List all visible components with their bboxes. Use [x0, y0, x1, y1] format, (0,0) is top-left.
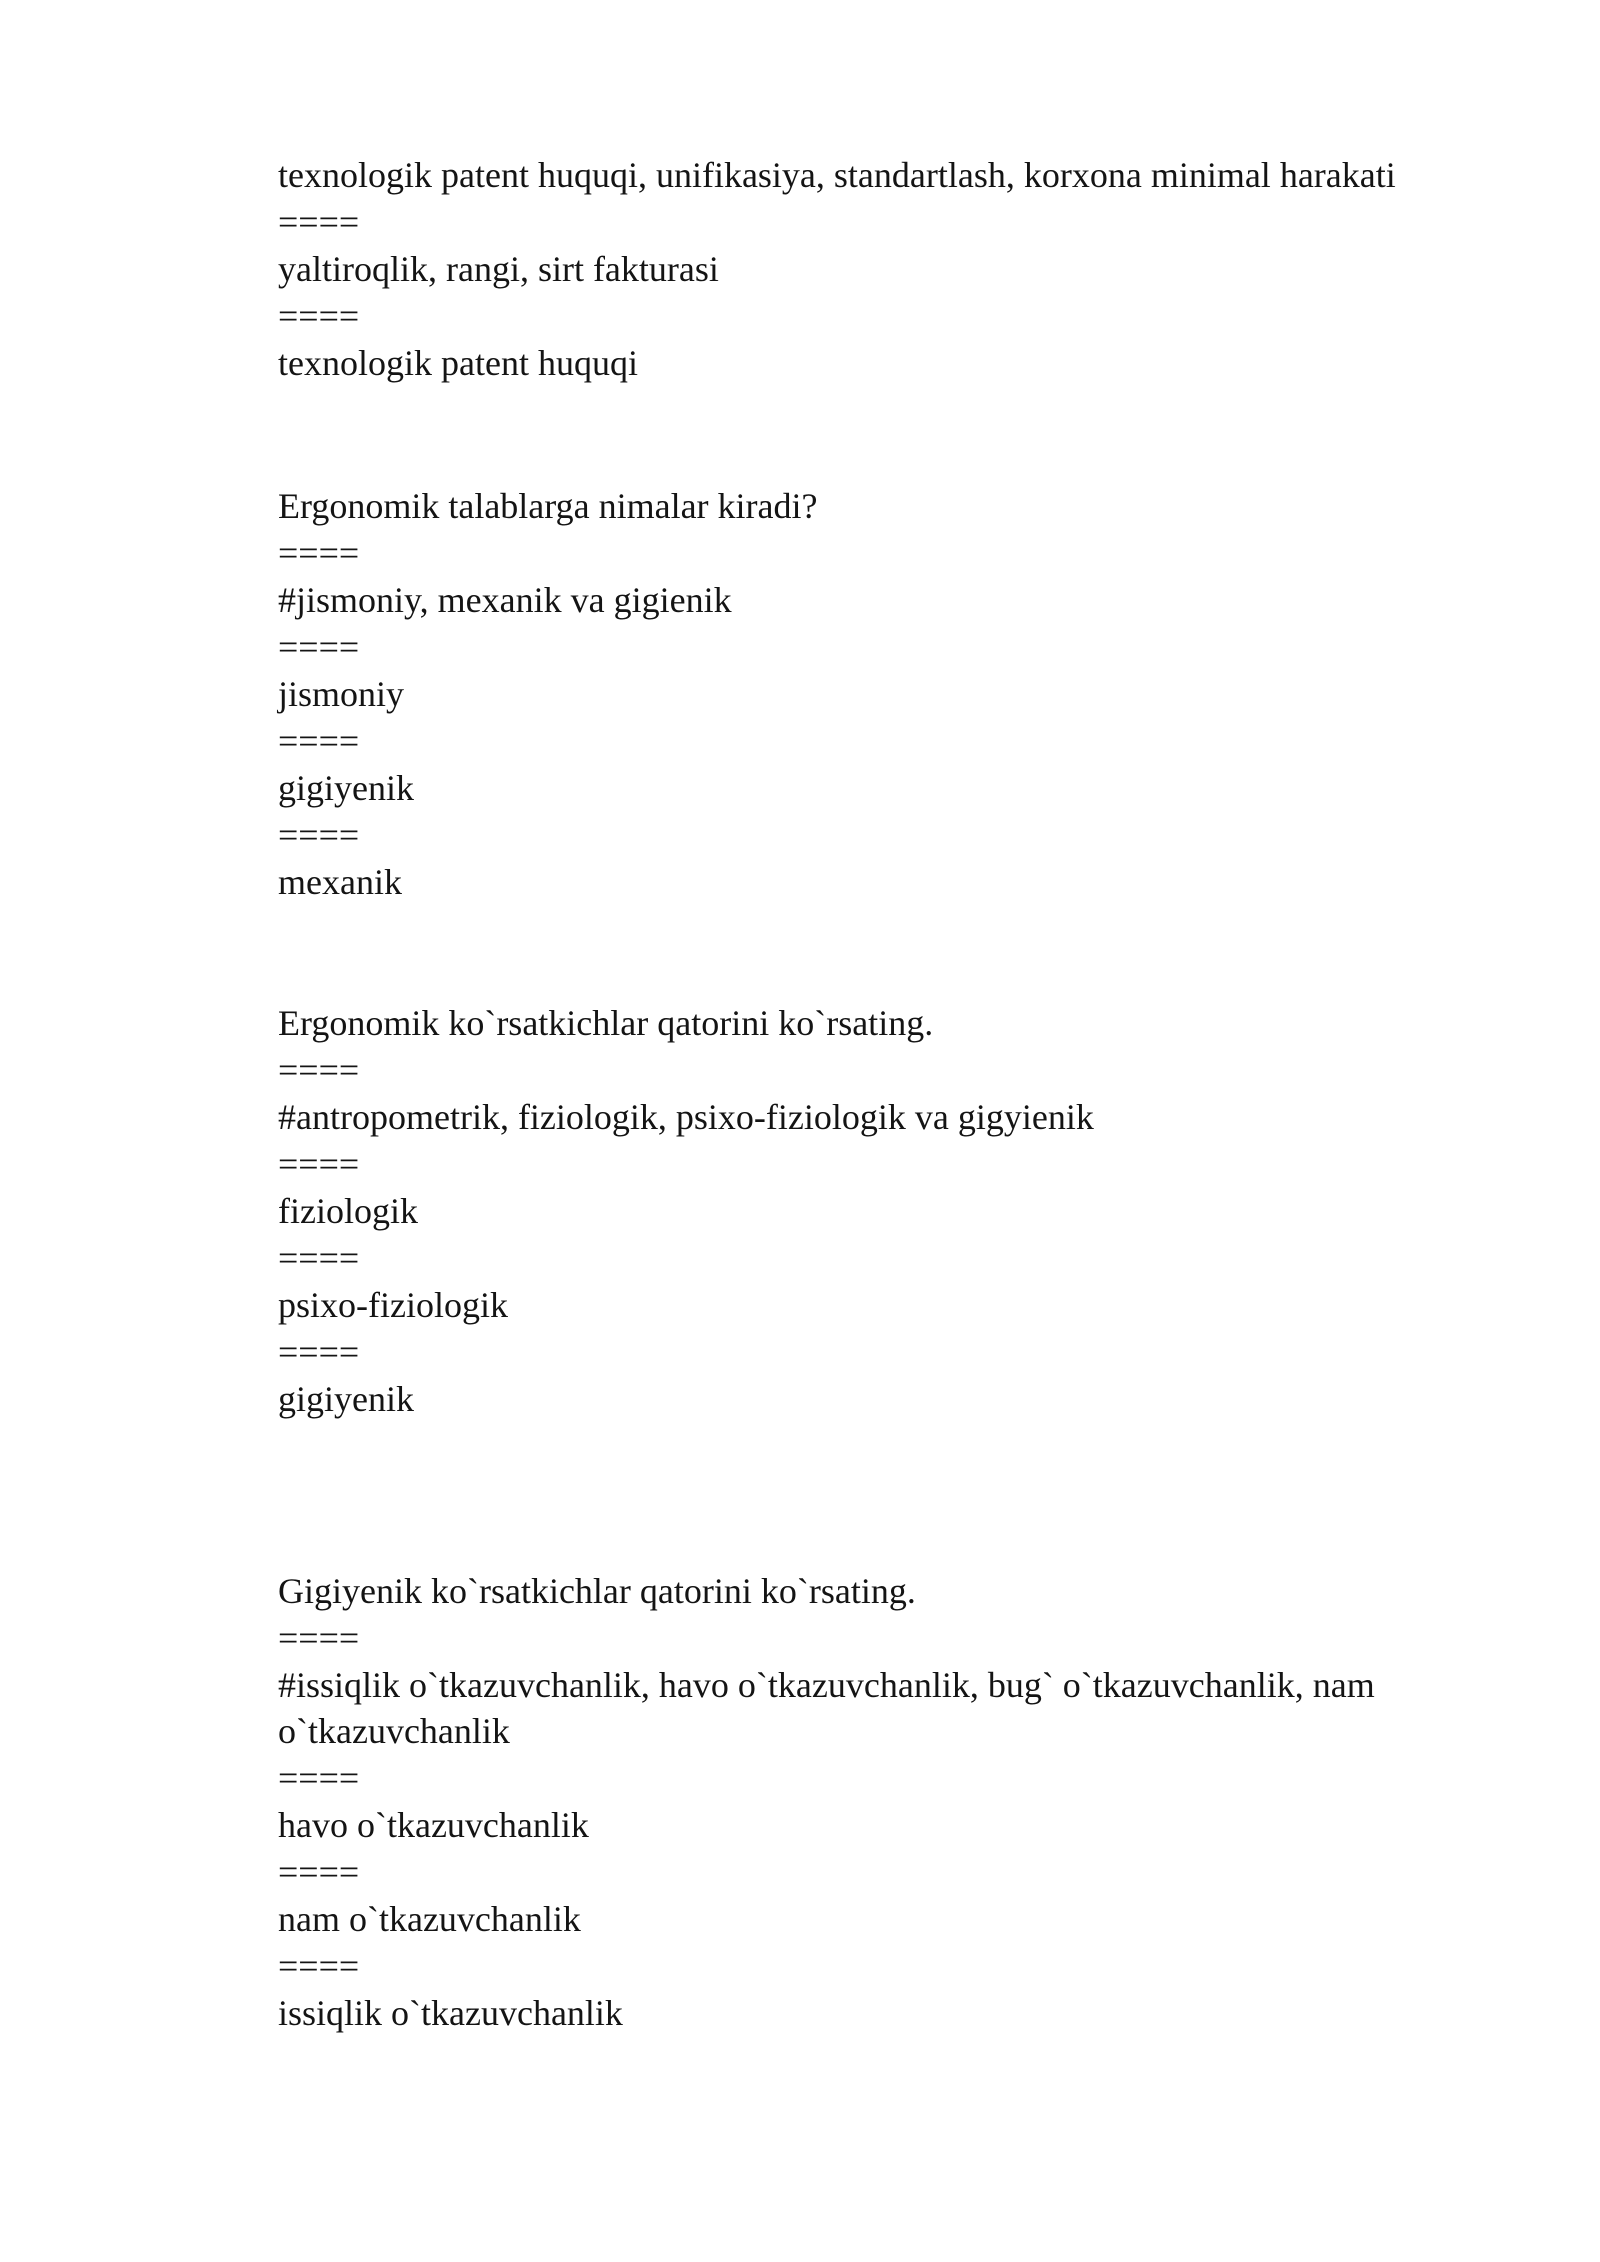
question-block [278, 1000, 1458, 1422]
question-block [278, 483, 1458, 905]
answer-option: fiziologik [278, 1191, 418, 1231]
answer-option: psixo-fiziologik [278, 1285, 508, 1325]
answer-option: yaltiroqlik, rangi, sirt fakturasi [278, 249, 719, 289]
answer-option: nam o`tkazuvchanlik [278, 1899, 581, 1939]
answer-option: gigiyenik [278, 768, 414, 808]
separator: ==== [278, 1618, 360, 1658]
separator: ==== [278, 296, 360, 336]
answer-option: mexanik [278, 862, 402, 902]
answer-option: texnologik patent huquqi, unifikasiya, standartlash, korxona minimal harakati [278, 155, 1396, 195]
question-block [278, 1568, 1458, 2036]
answer-option: gigiyenik [278, 1379, 414, 1419]
question-text: Ergonomik talablarga nimalar kiradi? [278, 486, 818, 526]
separator: ==== [278, 1946, 360, 1986]
separator: ==== [278, 202, 360, 242]
answer-option: texnologik patent huquqi [278, 343, 638, 383]
correct-answer: #issiqlik o`tkazuvchanlik, havo o`tkazuvchanlik, bug` o`tkazuvchanlik, nam o`tkazuvchanlik [278, 1665, 1375, 1751]
separator: ==== [278, 815, 360, 855]
separator: ==== [278, 1144, 360, 1184]
separator: ==== [278, 1238, 360, 1278]
separator: ==== [278, 627, 360, 667]
question-block [278, 152, 1458, 386]
answer-option: jismoniy [278, 674, 405, 714]
question-text: Ergonomik ko`rsatkichlar qatorini ko`rsating. [278, 1003, 934, 1043]
answer-option: issiqlik o`tkazuvchanlik [278, 1993, 623, 2033]
answer-option: havo o`tkazuvchanlik [278, 1805, 589, 1845]
correct-answer: #antropometrik, fiziologik, psixo-fiziologik va gigyienik [278, 1097, 1094, 1137]
separator: ==== [278, 1050, 360, 1090]
separator: ==== [278, 533, 360, 573]
correct-answer: #jismoniy, mexanik va gigienik [278, 580, 732, 620]
separator: ==== [278, 1332, 360, 1372]
question-text: Gigiyenik ko`rsatkichlar qatorini ko`rsating. [278, 1571, 916, 1611]
separator: ==== [278, 721, 360, 761]
separator: ==== [278, 1852, 360, 1892]
separator: ==== [278, 1758, 360, 1798]
